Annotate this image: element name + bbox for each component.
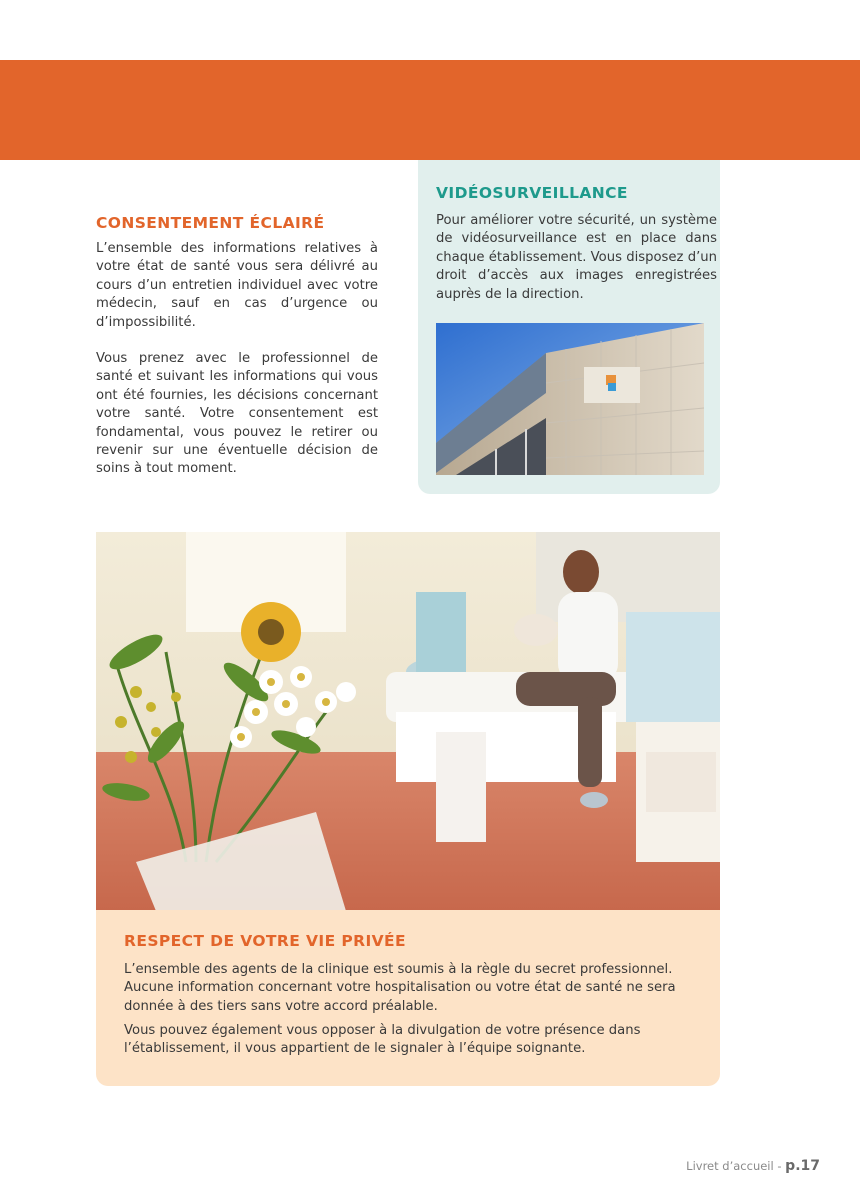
privacy-box bbox=[96, 910, 720, 1086]
privacy-title: RESPECT DE VOTRE VIE PRIVÉE bbox=[124, 932, 407, 950]
header-band bbox=[0, 60, 860, 160]
building-photo bbox=[436, 323, 704, 475]
footer-label: Livret d’accueil - bbox=[686, 1159, 786, 1173]
consent-title: CONSENTEMENT ÉCLAIRÉ bbox=[96, 214, 325, 232]
consent-section bbox=[96, 214, 378, 479]
privacy-paragraph-2: Vous pouvez également vous opposer à la divulgation de votre présence dans l’établissement, il vous appartient de le signaler à l’équipe soignante. bbox=[124, 1023, 641, 1057]
page-footer bbox=[686, 1158, 820, 1174]
video-surveillance-title: VIDÉOSURVEILLANCE bbox=[436, 184, 628, 202]
consent-paragraph-1: L’ensemble des informations relatives à votre état de santé vous sera délivré au cours d’un entretien individuel avec votre médecin, sauf en cas d’urgence ou d’impossibilité. bbox=[96, 241, 378, 330]
privacy-paragraph-1: L’ensemble des agents de la clinique est soumis à la règle du secret professionnel. Aucune information concernant votre hospitalisation ou votre état de santé ne sera donnée à des tiers sans votre accord préalable. bbox=[124, 962, 676, 1014]
page-number: p.17 bbox=[785, 1158, 820, 1174]
video-surveillance-text: Pour améliorer votre sécurité, un système de vidéosurveillance est en place dans chaque établissement. Vous disposez d’un droit d’accès aux images enregistrées auprès de la direction. bbox=[436, 213, 717, 302]
consent-paragraph-2: Vous prenez avec le professionnel de santé et suivant les informations qui vous ont été fournies, les décisions concernant votre santé. Votre consentement est fondamental, vous pouvez le retirer ou revenir sur une éventuelle décision de soins à tout moment. bbox=[96, 351, 378, 477]
maternity-room-photo bbox=[96, 532, 720, 911]
